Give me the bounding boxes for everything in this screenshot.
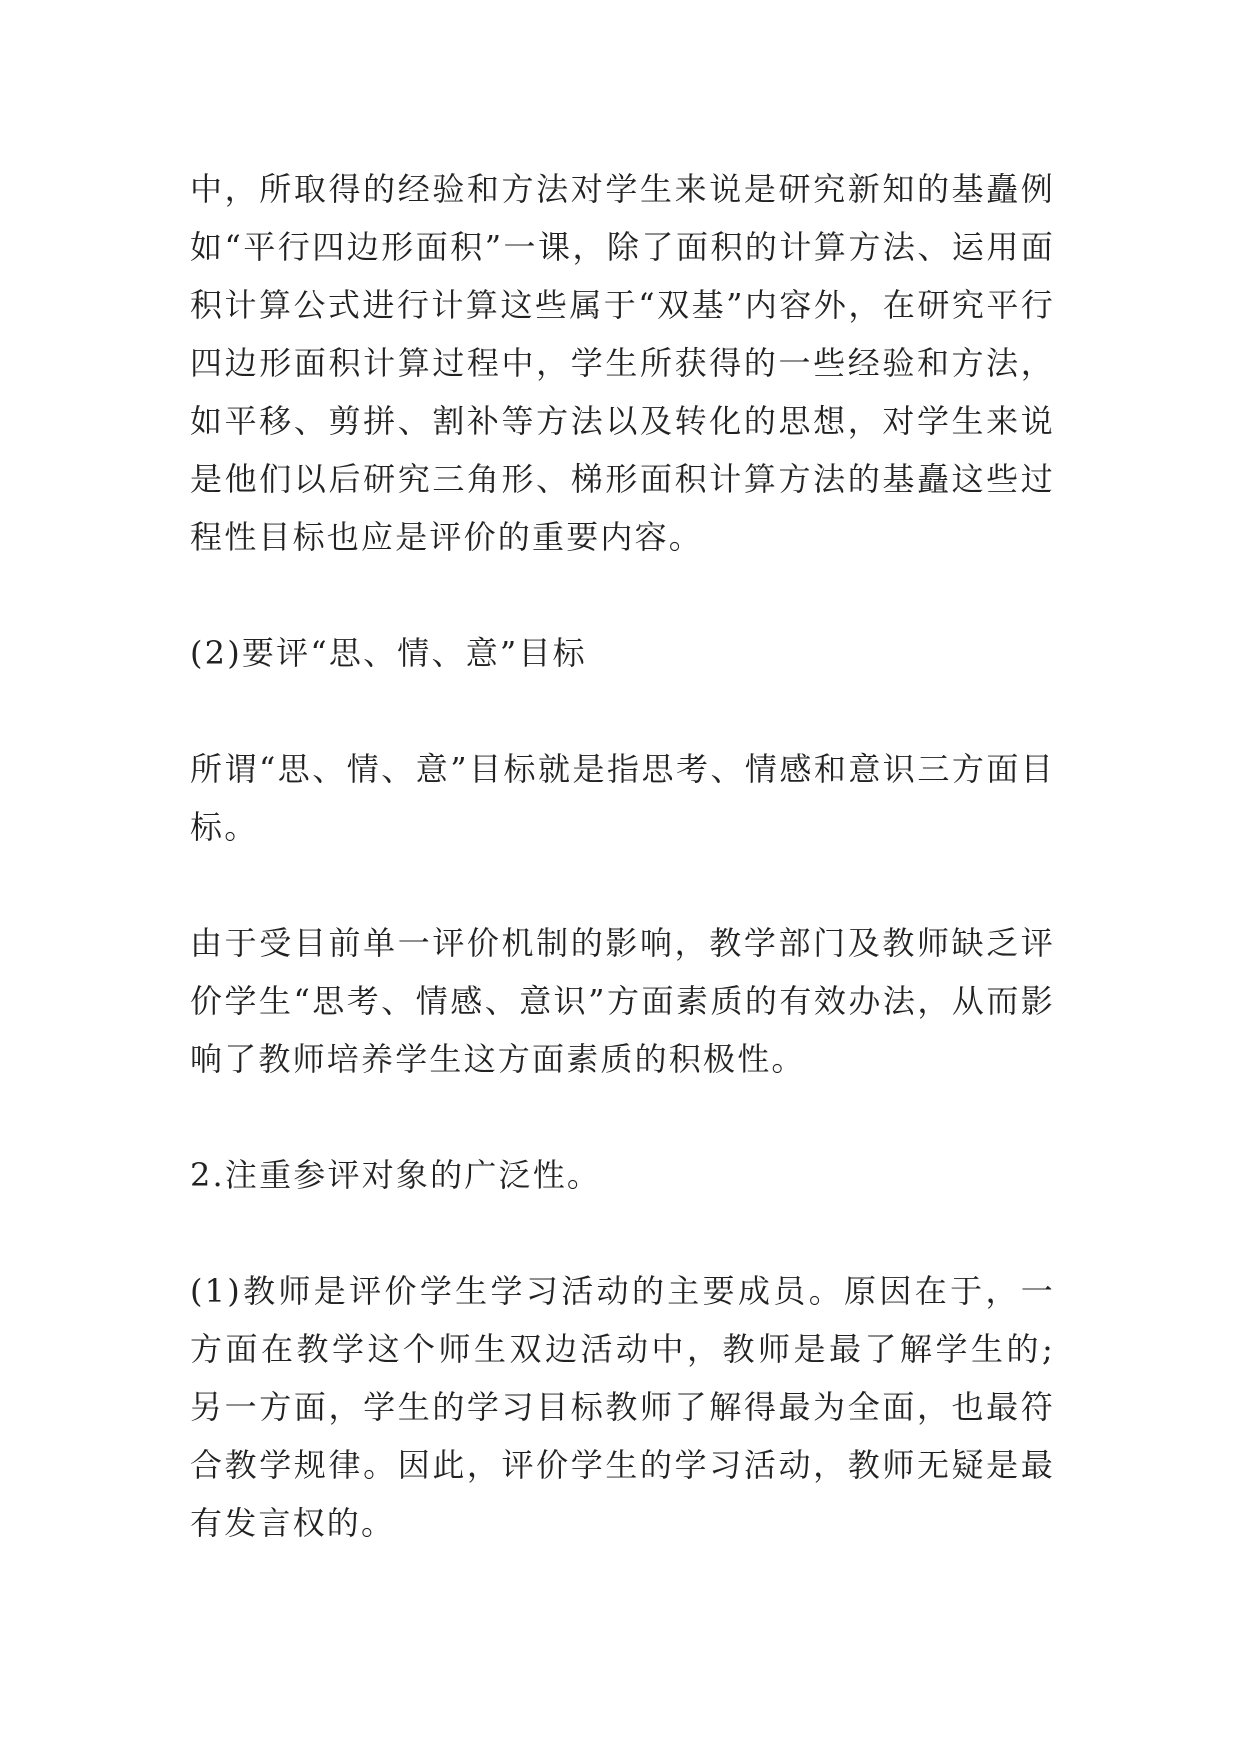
paragraph: 中，所取得的经验和方法对学生来说是研究新知的基矗例如“平行四边形面积”一课，除了面积的计算方法、运用面积计算公式进行计算这些属于“双基”内容外，在研究平行四边形面积计算过程中，学生所获得的一些经验和方法，如平移、剪拼、割补等方法以及转化的思想，对学生来说是他们以后研究三角形、梯形面积计算方法的基矗这些过程性目标也应是评价的重要内容。 [190, 170, 1055, 556]
section-heading: (2)要评“思、情、意”目标 [190, 634, 587, 672]
section-heading: 2.注重参评对象的广泛性。 [190, 1156, 602, 1194]
paragraph: 由于受目前单一评价机制的影响，教学部门及教师缺乏评价学生“思考、情感、意识”方面素质的有效办法，从而影响了教师培养学生这方面素质的积极性。 [190, 924, 1055, 1078]
paragraph: 所谓“思、情、意”目标就是指思考、情感和意识三方面目标。 [190, 750, 1055, 846]
paragraph: (1)教师是评价学生学习活动的主要成员。原因在于，一方面在教学这个师生双边活动中，教师是最了解学生的;另一方面，学生的学习目标教师了解得最为全面，也最符合教学规律。因此，评价学生的学习活动，教师无疑是最有发言权的。 [190, 1272, 1055, 1542]
document-body [190, 160, 1055, 1552]
